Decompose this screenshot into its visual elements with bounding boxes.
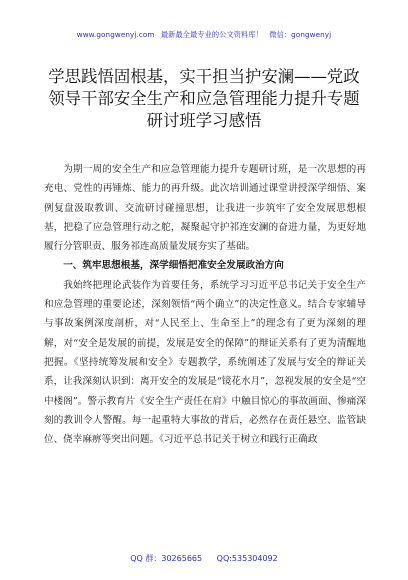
- intro-paragraph: 为期一周的安全生产和应急管理能力提升专题研讨班，是一次思想的再充电、党性的再锤炼、能力的再升级。此次培训通过课堂讲授深学细悟、案例复盘汲取教训、交流研讨碰撞思想，让我进一步筑牢了安全发展思想根基，把稳了应急管理行动之舵，凝聚起守护祁连安澜的奋进力量，为更好地履行分管职责、服务祁连高质量发展夯实了基础。: [44, 164, 366, 253]
- header-site-link[interactable]: www.gongwenyj.com: [76, 30, 155, 39]
- document-body: [44, 160, 366, 449]
- footer-qq: QQ:535304092: [216, 554, 278, 563]
- footer-contact: [0, 553, 408, 564]
- header-wechat: 微信：gongwenyj: [269, 30, 332, 39]
- document-title: 学思践悟固根基，实干担当护安澜——党政领导干部安全生产和应急管理能力提升专题研讨班学习感悟: [48, 67, 360, 130]
- footer-qq-group: QQ 群：30265665: [130, 554, 203, 563]
- header-banner: [0, 30, 408, 40]
- section-paragraph-1: 我始终把理论武装作为首要任务，系统学习习近平总书记关于安全生产和应急管理的重要论述，深刻领悟“两个确立”的决定性意义。结合专家辅导与事故案例深度剖析，对“人民至上、生命至上”的理念有了更为深刻的理解，对“安全是发展的前提，发展是安全的保障”的辩证关系有了更为清醒地把握。《坚持统筹发展和安全》专题教学，系统阐述了发展与安全的辩证关系，让我深刻认识到：离开安全的发展是“镜花水月”，忽视发展的安全是“空中楼阁”。警示教育片《安全生产责任在肩》中触目惊心的事故画面、惨痛深刻的教训令人警醒。每一起重特大事故的背后，必然存在责任悬空、监管缺位、侥幸麻痹等突出问题。《习近平总书记关于树立和践行正确政: [44, 279, 366, 446]
- header-slogan: 最新最全最专业的公文资料库！: [160, 30, 263, 39]
- section-heading-1: 一、筑牢思想根基，深学细悟把准安全发展政治方向: [63, 260, 284, 272]
